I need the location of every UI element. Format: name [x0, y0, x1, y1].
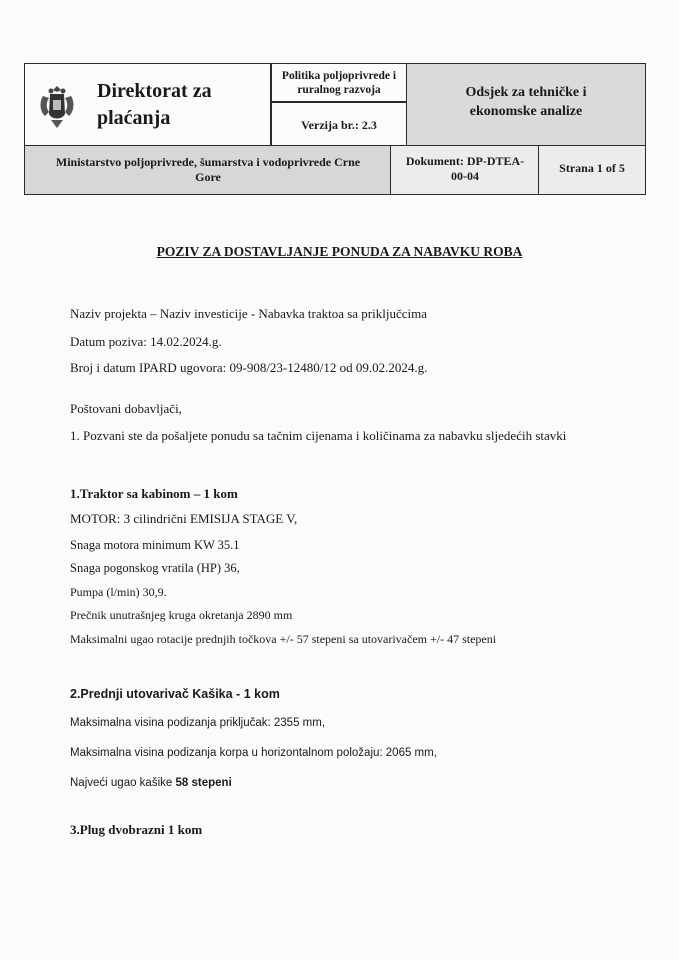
item2-last-prefix: Najveći ugao kašike — [70, 777, 176, 789]
invitation-date: Datum poziva: 14.02.2024.g. — [70, 334, 222, 349]
contract-number: Broj i datum IPARD ugovora: 09-908/23-12480/12 od 09.02.2024.g. — [70, 360, 428, 375]
policy-cell — [270, 63, 408, 103]
policy-line2: ruralnog razvoja — [297, 84, 381, 96]
directorate-name-line1: Direktorat za — [97, 80, 212, 102]
item1-heading: 1.Traktor sa kabinom – 1 kom — [70, 486, 238, 501]
item2-heading: 2.Prednji utovarivač Kašika - 1 kom — [70, 687, 280, 701]
department-line1: Odsjek za tehničke i — [465, 85, 587, 100]
item1-line: Snaga pogonskog vratila (HP) 36, — [70, 561, 240, 575]
document-header-table — [24, 63, 646, 195]
item2-line: Maksimalna visina podizanja korpa u horizontalnom položaju: 2065 mm, — [70, 747, 437, 759]
department-cell — [406, 63, 646, 147]
item1-line: Maksimalni ugao rotacije prednjih točkova +/- 57 stepeni sa utovarivačem +/- 47 stepeni — [70, 632, 497, 646]
item2-last-bold: 58 stepeni — [175, 777, 232, 789]
ministry-cell — [24, 145, 392, 195]
document-id-line2: 00-04 — [451, 169, 479, 183]
directorate-name-line2: plaćanja — [97, 107, 171, 129]
item2-last-line — [70, 777, 232, 789]
policy-line1: Politika poljoprivrede i — [281, 70, 397, 82]
document-id-line1: Dokument: DP-DTEA- — [405, 154, 525, 168]
version-cell — [270, 101, 408, 147]
document-title: POZIV ZA DOSTAVLJANJE PONUDA ZA NABAVKU ROBA — [156, 244, 523, 259]
coat-of-arms-icon — [37, 82, 77, 130]
directorate-name — [97, 78, 212, 132]
greeting: Poštovani dobavljači, — [70, 401, 182, 416]
ministry-line1: Ministarstvo poljoprivrede, šumarstva i vodoprivrede Crne — [55, 155, 361, 169]
page-number-cell — [538, 145, 646, 195]
page-number-text: Strana 1 of 5 — [559, 161, 625, 175]
intro-paragraph: 1. Pozvani ste da pošaljete ponudu sa tačnim cijenama i količinama za nabavku sljedećih stavki — [70, 428, 567, 443]
version-text: Verzija br.: 2.3 — [301, 118, 377, 132]
item3-heading: 3.Plug dvobrazni 1 kom — [70, 822, 203, 837]
project-name: Naziv projekta – Naziv investicije - Nabavka traktoa sa priključcima — [70, 306, 427, 321]
item2-line: Maksimalna visina podizanja priključak: 2355 mm, — [70, 717, 326, 729]
item1-line: Snaga motora minimum KW 35.1 — [70, 538, 240, 552]
department-line2: ekonomske analize — [469, 104, 583, 119]
item1-line: Pumpa (l/min) 30,9. — [70, 585, 167, 599]
ministry-line2: Gore — [195, 170, 221, 184]
item1-line: MOTOR: 3 cilindrični EMISIJA STAGE V, — [70, 511, 298, 526]
item1-line: Prečnik unutrašnjeg kruga okretanja 2890 mm — [70, 608, 293, 622]
document-id-cell — [390, 145, 540, 195]
header-logo-cell — [24, 63, 272, 147]
